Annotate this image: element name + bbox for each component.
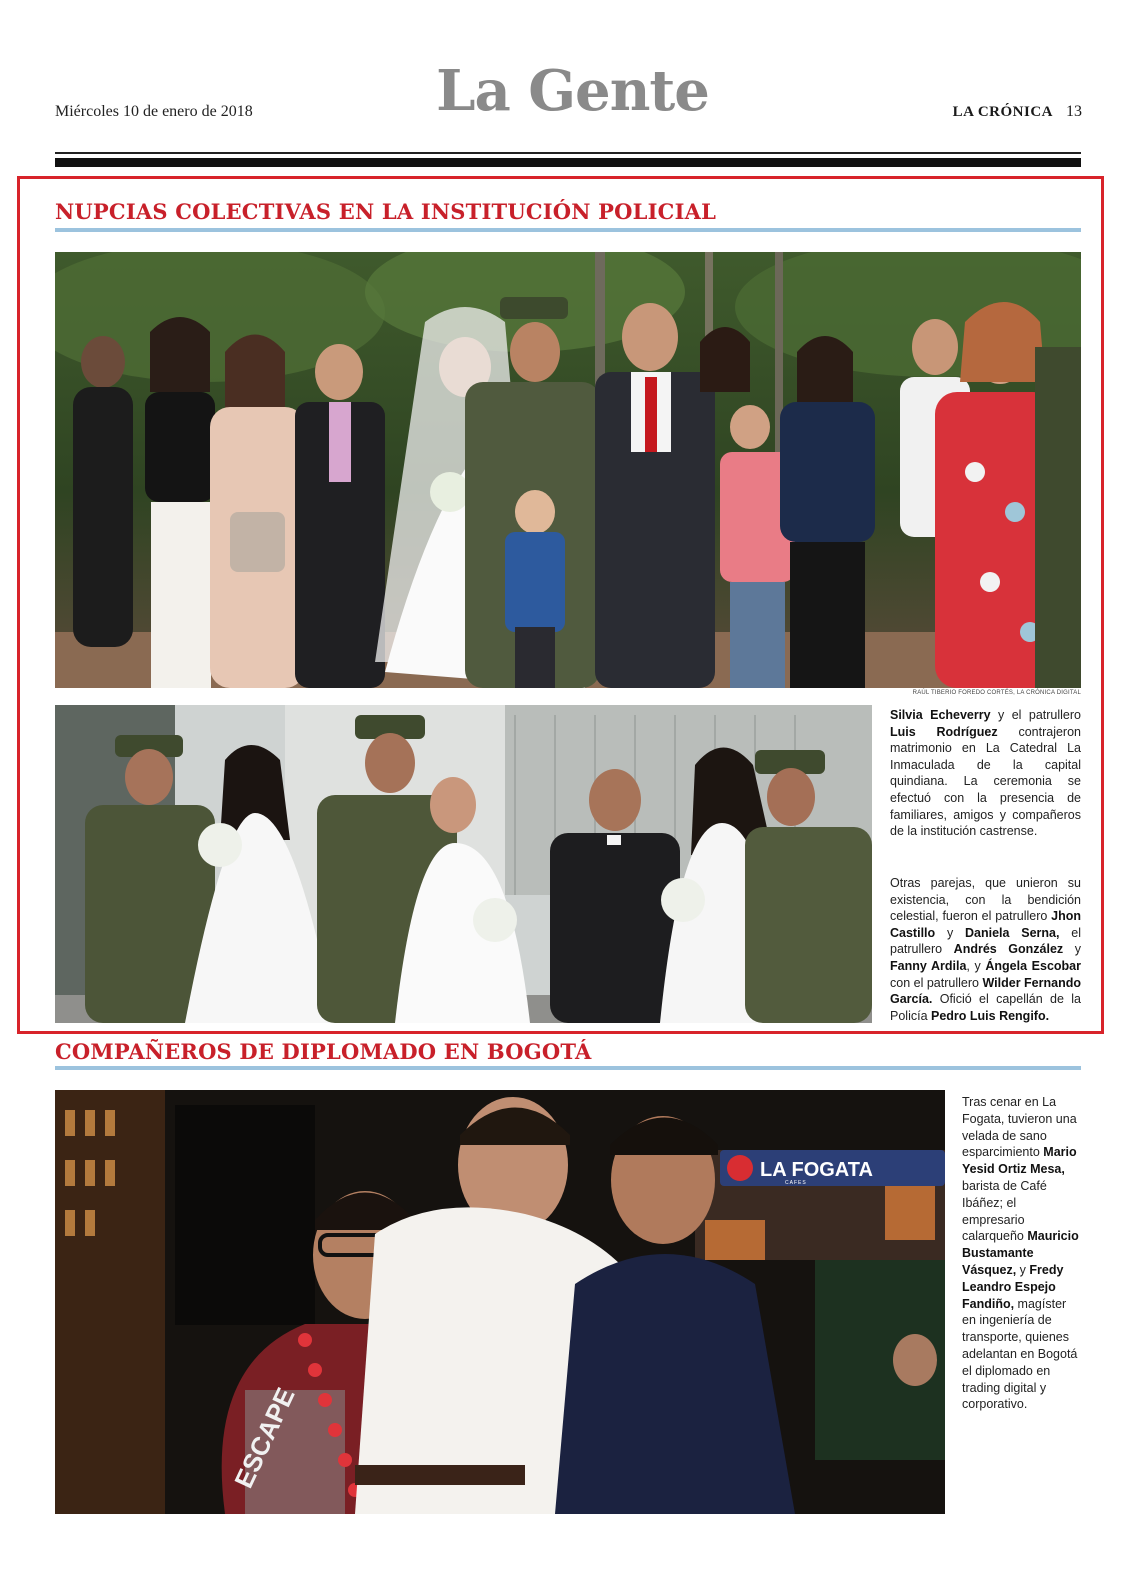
la-fogata-sign-sub: CAFES — [785, 1180, 807, 1186]
caption-text: contrajeron matrimonio en La Catedral La Inmaculada de la capital quindiana. La ceremonia se efectuó con la presencia de familiares, amigos y compañeros de la institución castrense. — [890, 724, 1082, 839]
story2-headline-rule — [55, 1066, 1081, 1070]
edition-date: Miércoles 10 de enero de 2018 — [55, 103, 253, 120]
page-number: 13 — [1066, 103, 1082, 120]
caption-text: Otras parejas, que unieron su existencia, con la bendición celestial, fueron el patrullero — [890, 876, 1081, 924]
caption-name: Mauricio Bustamante Vásquez, — [962, 1229, 1079, 1277]
shirt-print: ESCAPE — [228, 1382, 301, 1493]
caption-name: Pedro Luis Rengifo. — [931, 1008, 1050, 1023]
story2-caption — [962, 1094, 1082, 1413]
caption-text: , y — [966, 958, 986, 973]
caption-text: magíster en ingeniería de transporte, quienes adelantan en Bogotá el diplomado en trading digital y corporativo. — [962, 1296, 1078, 1412]
caption-text: el patrullero — [890, 925, 1082, 957]
wedding-group-photo — [55, 252, 1081, 688]
caption-name: Silvia Echeverry — [890, 708, 991, 722]
story1-headline: NUPCIAS COLECTIVAS EN LA INSTITUCIÓN POLICIAL — [55, 199, 717, 224]
header-rule-thick — [55, 158, 1081, 167]
caption-text: Ofició el capellán de la Policía — [890, 992, 1081, 1023]
caption-text: y el patrullero — [990, 708, 1081, 722]
diploma-friends-photo — [55, 1090, 945, 1514]
caption-name: Daniela Serna, — [965, 925, 1060, 940]
caption-name: Luis Rodríguez — [890, 724, 998, 739]
story2-headline: COMPAÑEROS DE DIPLOMADO EN BOGOTÁ — [55, 1039, 592, 1064]
caption-name: Andrés González — [953, 942, 1064, 957]
couples-chaplain-photo — [55, 705, 872, 1023]
caption-text: y — [935, 925, 965, 940]
caption-text: barista de Café Ibáñez; el empresario calarqueño — [962, 1178, 1047, 1244]
caption-name: Ángela Escobar — [985, 958, 1081, 973]
caption-text: y — [1016, 1262, 1030, 1277]
caption-name: Jhon Castillo — [890, 909, 1081, 940]
section-title: La Gente — [436, 58, 709, 124]
caption-name: Wilder Fernando García. — [890, 975, 1081, 1007]
caption-name: Fanny Ardila — [890, 958, 967, 973]
caption-text: y — [1063, 942, 1081, 957]
header-rule-thin — [55, 152, 1081, 154]
caption-text: con el patrullero — [890, 975, 983, 990]
caption-name: Fredy Leandro Espejo Fandiño, — [962, 1262, 1064, 1311]
caption-name: Mario Yesid Ortiz Mesa, — [962, 1145, 1077, 1177]
story1-headline-rule — [55, 228, 1081, 232]
la-fogata-sign: LA FOGATA — [760, 1159, 873, 1181]
caption-text: Tras cenar en La Fogata, tuvieron una velada de sano esparcimiento — [962, 1095, 1077, 1160]
story1-caption-others — [890, 875, 1081, 1024]
photo-credit: RAÚL TIBERIO FOREDO CORTÉS, LA CRÓNICA DIGITAL — [912, 690, 1081, 696]
story1-caption-main — [890, 707, 1081, 840]
newspaper-name: LA CRÓNICA — [952, 104, 1053, 120]
